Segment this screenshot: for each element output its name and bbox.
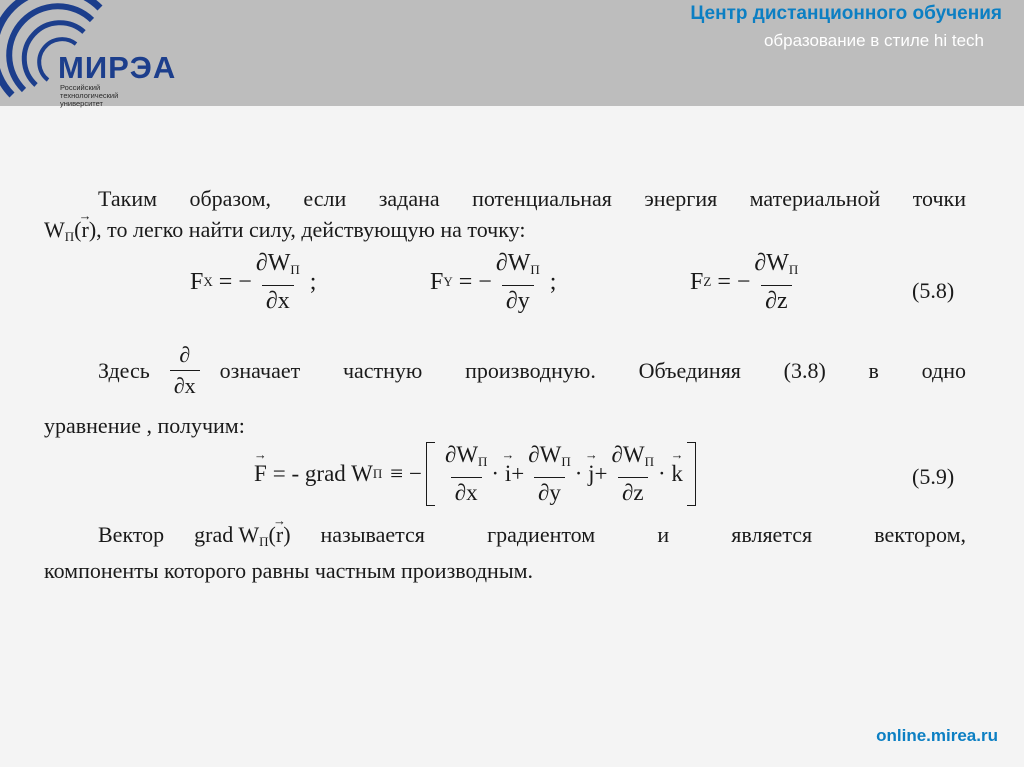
right-bracket — [687, 442, 696, 506]
paragraph-partial-line2: уравнение , получим: — [44, 413, 245, 438]
partial-operator: $\frac{\partial}{\partial x}$ — [170, 340, 200, 401]
r-vector-2: → r — [276, 519, 283, 550]
formula-gradient: → F = - grad W П ≡ − $\frac{\partial W_П}{\partial x}$ · → i + $\frac{\partial W_П}{\partial y}$ · → j + $\frac{\partial W_П}{\partial z}$ · → k — [254, 440, 696, 508]
footer-url-link[interactable]: online.mirea.ru — [876, 726, 998, 745]
equation-number-5-9: (5.9) — [912, 464, 955, 489]
word-here: Здесь — [98, 358, 150, 383]
paragraph-gradient-rest: называется градиентом и является вектором, — [320, 522, 966, 547]
i-vector: → i — [505, 461, 511, 487]
header-banner — [0, 0, 1024, 106]
grad-symbol: grad $W_П(\to r)$ — [194, 519, 290, 557]
r-vector: → r — [81, 214, 88, 245]
fraction-dy: $\frac{\partial W_П}{\partial y}$ — [524, 440, 574, 508]
paragraph-gradient-line2: компоненты которого равны частным производным. — [44, 558, 534, 583]
formula-fy: F Y = − $\frac{\partial W_П}{\partial y}$ ; — [430, 250, 557, 314]
formula-fz: F Z = − $\frac{\partial W_П}{\partial z}$ — [690, 248, 802, 316]
logo-text: МИРЭА — [58, 50, 177, 85]
paragraph-gradient — [44, 519, 966, 557]
fraction-fy: $\frac{\partial W_П}{\partial y}$ — [495, 250, 540, 314]
fraction-dz: $\frac{\partial W_П}{\partial z}$ — [608, 440, 658, 508]
paragraph-intro — [44, 183, 966, 214]
f-vector: → F — [254, 461, 267, 487]
fraction-fz: $\frac{\partial W_П}{\partial z}$ — [754, 250, 799, 314]
fraction-dx: $\frac{\partial W_П}{\partial x}$ — [441, 440, 491, 508]
fraction-fx: $\frac{\partial W_П}{\partial x}$ — [255, 250, 300, 314]
left-bracket — [426, 442, 435, 506]
paragraph-intro-line1: Таким образом, если задана потенциальная энергия материальной точки — [98, 186, 966, 211]
formula-fx: F X = − $\frac{\partial W_П}{\partial x}$ ; — [190, 250, 317, 314]
paragraph-partial-rest: означает частную производную. Объединяя (3.8) в одно — [219, 358, 966, 383]
paragraph-partial — [44, 340, 966, 401]
indent — [44, 519, 98, 557]
word-vector: Вектор — [98, 522, 165, 547]
potential-energy-symbol: $W_П(\to r)$ — [44, 217, 96, 242]
equation-number-5-8: (5.8) — [912, 278, 955, 303]
logo-subtitle: Российский технологический университет — [60, 83, 119, 108]
paragraph-intro-line2-row — [44, 214, 966, 252]
k-vector: → k — [671, 461, 683, 487]
header-subtitle: образование в стиле hi tech — [763, 31, 984, 50]
j-vector: → j — [588, 461, 594, 487]
header-title: Центр дистанционного обучения — [690, 3, 1002, 24]
paragraph-intro-line2: , то легко найти силу, действующую на точку: — [96, 217, 526, 242]
